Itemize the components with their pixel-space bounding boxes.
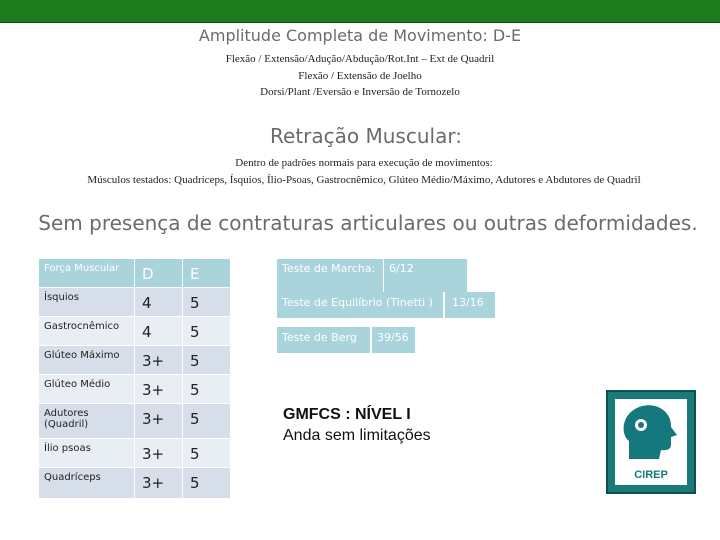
amplitude-title: Amplitude Completa de Movimento: D-E <box>198 26 522 45</box>
muscle-name: Glúteo Máximo <box>39 346 134 374</box>
muscle-name: Adutores (Quadril) <box>39 404 134 438</box>
logo-panel <box>615 399 687 485</box>
top-banner <box>0 0 720 23</box>
marcha-value-box: 6/12 <box>384 259 467 292</box>
table-row <box>39 317 230 345</box>
contraturas-headline: Sem presença de contraturas articulares ou outras deformidades. <box>38 211 698 235</box>
score-left: 5 <box>183 404 230 438</box>
amplitude-line: Dorsi/Plant /Eversão e Inversão de Tornozelo <box>260 86 460 98</box>
header-cell: Força Muscular <box>39 259 134 287</box>
header-cell: E <box>183 259 230 287</box>
score-left: 5 <box>183 346 230 374</box>
score-right: 4 <box>135 288 182 316</box>
amplitude-details <box>0 51 720 101</box>
equilibrio-value-box: 13/16 <box>445 292 495 318</box>
table-row <box>39 439 230 467</box>
score-right: 3+ <box>135 346 182 374</box>
logo-text: CIREP <box>634 469 668 481</box>
table-row <box>39 288 230 316</box>
retracao-details <box>0 155 720 188</box>
muscle-name: Glúteo Médio <box>39 375 134 403</box>
muscle-name: Ísquios <box>39 288 134 316</box>
berg-label-box: Teste de Berg <box>277 327 370 353</box>
retracao-line: Músculos testados: Quadríceps, Ísquios, Ílio-Psoas, Gastrocnêmico, Glúteo Médio/Máximo, Adutores e Abdutores de Quadril <box>87 173 641 186</box>
score-right: 4 <box>135 317 182 345</box>
header-cell: D <box>135 259 182 287</box>
marcha-label-box: Teste de Marcha: <box>277 259 383 292</box>
muscle-name: Ílio psoas <box>39 439 134 467</box>
amplitude-line: Flexão / Extensão/Adução/Abdução/Rot.Int – Ext de Quadril <box>225 53 495 65</box>
score-left: 5 <box>183 317 230 345</box>
score-right: 3+ <box>135 375 182 403</box>
score-left: 5 <box>183 439 230 467</box>
equilibrio-label-box: Teste de Equilíbrio (Tinetti ) <box>277 292 443 318</box>
berg-value-box: 39/56 <box>372 327 415 353</box>
retracao-title: Retração Muscular: <box>270 124 462 148</box>
score-left: 5 <box>183 375 230 403</box>
table-header-row <box>39 259 230 287</box>
table-row <box>39 404 230 438</box>
cirep-logo <box>606 390 696 494</box>
muscle-name: Gastrocnêmico <box>39 317 134 345</box>
retracao-line: Dentro de padrões normais para execução de movimentos: <box>235 157 493 169</box>
muscle-name: Quadríceps <box>39 468 134 498</box>
muscle-strength-table <box>38 258 231 499</box>
score-right: 3+ <box>135 439 182 467</box>
table-row <box>39 375 230 403</box>
gmfcs-description: Anda sem limitações <box>283 427 431 444</box>
score-right: 3+ <box>135 404 182 438</box>
score-right: 3+ <box>135 468 182 498</box>
score-left: 5 <box>183 288 230 316</box>
gmfcs-level: GMFCS : NÍVEL I <box>283 406 411 423</box>
head-profile-icon <box>615 399 687 469</box>
score-left: 5 <box>183 468 230 498</box>
table-row <box>39 468 230 498</box>
amplitude-line: Flexão / Extensão de Joelho <box>298 69 422 82</box>
table-row <box>39 346 230 374</box>
